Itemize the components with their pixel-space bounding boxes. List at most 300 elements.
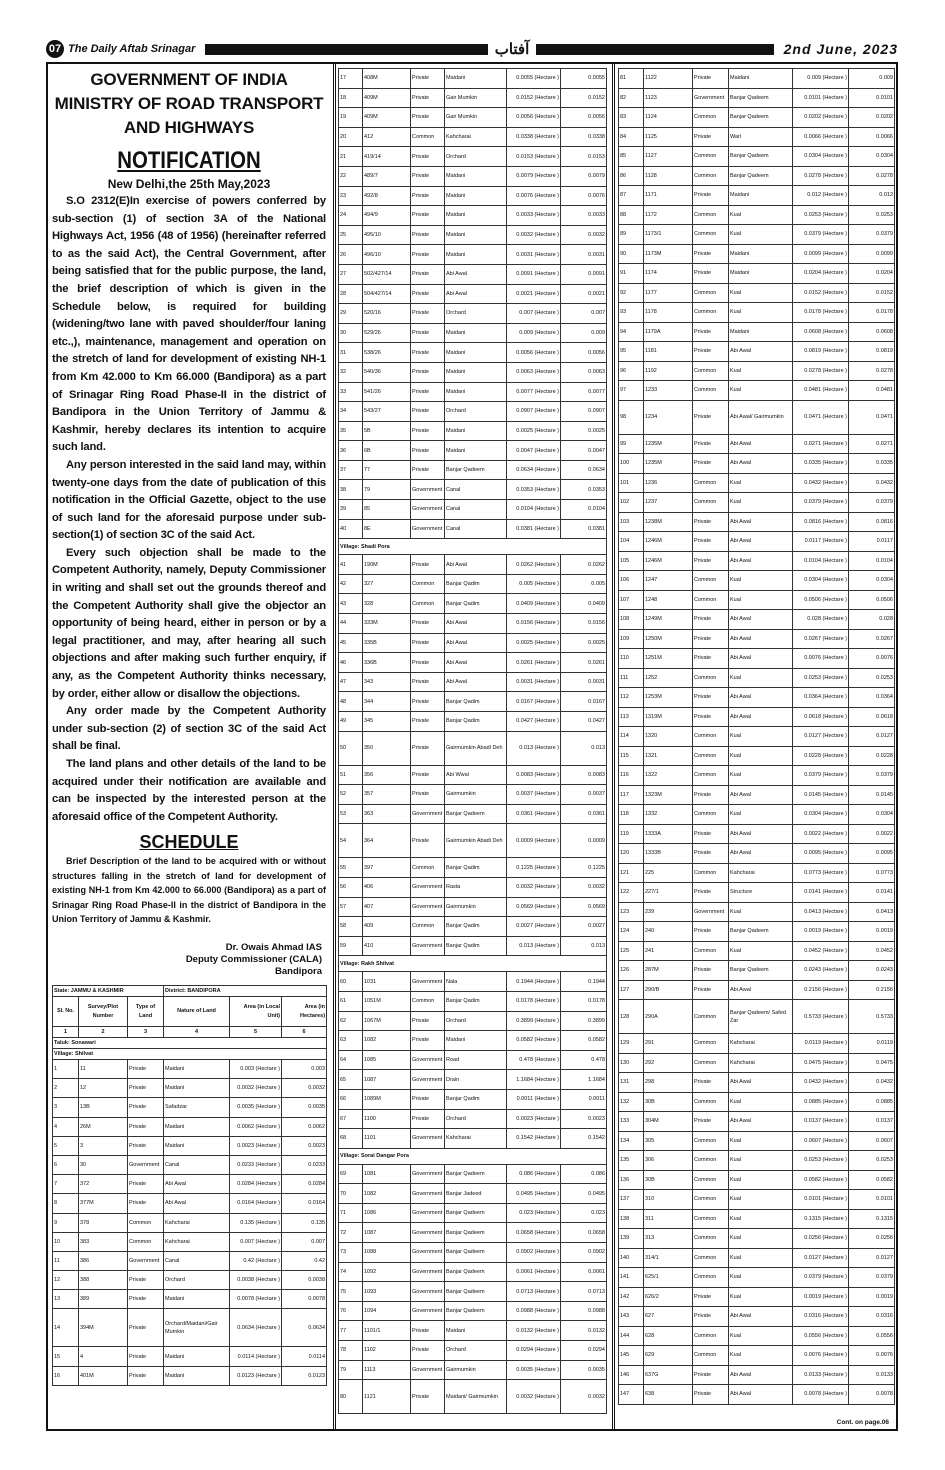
land-type-cell: Private — [128, 1290, 164, 1309]
land-nature-cell: Banjar Qadeem — [445, 460, 507, 480]
land-nature-cell: Maidani — [445, 166, 507, 186]
area-local-cell: 0.0253 (Hectare ) — [793, 205, 849, 225]
column-divider — [612, 62, 615, 1431]
table-row — [339, 653, 607, 673]
table-row — [53, 1251, 327, 1270]
survey-no-cell: 345 — [363, 712, 411, 732]
sl-no-cell: 34 — [339, 402, 363, 422]
survey-no-cell: 520/16 — [363, 304, 411, 324]
land-type-cell: Government — [411, 500, 445, 520]
table-row — [619, 1307, 895, 1327]
area-local-cell: 0.0506 (Hectare ) — [793, 590, 849, 610]
sl-no-cell: 26 — [339, 245, 363, 265]
land-nature-cell: Banjar Qadim — [445, 917, 507, 937]
table-row — [619, 1385, 895, 1405]
table-row — [619, 883, 895, 903]
table-row — [53, 1117, 327, 1136]
land-type-cell: Government — [411, 1243, 445, 1263]
sl-no-cell: 120 — [619, 844, 644, 864]
land-type-cell: Private — [128, 1194, 164, 1213]
table-row — [53, 1060, 327, 1079]
table-row — [339, 1380, 607, 1414]
table-row — [339, 480, 607, 500]
table-row — [53, 1309, 327, 1347]
land-nature-cell: Abi Awal — [729, 649, 793, 669]
sl-no-cell: 142 — [619, 1287, 644, 1307]
survey-no-cell: 389 — [79, 1290, 128, 1309]
land-nature-cell: Maidani — [164, 1060, 230, 1079]
area-hectare-cell: 0.0228 — [849, 746, 895, 766]
sl-no-cell: 29 — [339, 304, 363, 324]
area-hectare-cell: 0.007 — [561, 304, 607, 324]
table-row — [619, 1248, 895, 1268]
area-hectare-cell: 0.0204 — [849, 264, 895, 284]
land-nature-cell: Banjar Qadeem — [445, 1282, 507, 1302]
sl-no-cell: 54 — [339, 824, 363, 858]
table-row — [339, 972, 607, 992]
area-local-cell: 0.086 (Hectare ) — [507, 1164, 561, 1184]
land-type-cell: Private — [411, 166, 445, 186]
survey-no-cell: 1174 — [644, 264, 693, 284]
area-hectare-cell: 0.0031 — [561, 245, 607, 265]
signatory-designation: Deputy Commissioner (CALA) — [185, 954, 322, 965]
survey-no-cell: 401M — [79, 1366, 128, 1385]
land-nature-cell: Abi Awal — [729, 707, 793, 727]
survey-no-cell: 1128 — [644, 166, 693, 186]
col-number: 3 — [128, 1027, 164, 1038]
table-row — [619, 225, 895, 245]
area-hectare-cell: 0.0167 — [561, 692, 607, 712]
survey-no-cell: 344 — [363, 692, 411, 712]
area-local-cell: 0.0114 (Hectare ) — [230, 1347, 282, 1366]
area-hectare-cell: 0.012 — [849, 186, 895, 206]
col-header-area-local: Area (in Local Unit) — [230, 997, 282, 1027]
survey-no-cell: 239 — [644, 902, 693, 922]
land-type-cell: Private — [411, 1341, 445, 1361]
land-nature-cell: Kual — [729, 571, 793, 591]
area-local-cell: 0.013 (Hectare ) — [507, 936, 561, 956]
land-nature-cell: Banjar Qadeem — [445, 1262, 507, 1282]
land-nature-cell: Orchard — [445, 304, 507, 324]
sl-no-cell: 68 — [339, 1129, 363, 1149]
area-local-cell: 0.013 (Hectare ) — [507, 731, 561, 765]
land-nature-cell: Abi Awal/ Gairmumkin — [729, 400, 793, 434]
table-row — [339, 166, 607, 186]
area-hectare-cell: 0.0819 — [849, 342, 895, 362]
area-local-cell: 0.0031 (Hectare ) — [507, 672, 561, 692]
area-hectare-cell: 0.0077 — [561, 382, 607, 402]
table-row — [339, 284, 607, 304]
village-row — [339, 956, 607, 972]
area-hectare-cell: 0.0156 — [561, 614, 607, 634]
area-hectare-cell: 0.028 — [849, 610, 895, 630]
survey-no-cell: 1100 — [363, 1109, 411, 1129]
land-type-cell: Government — [411, 804, 445, 824]
area-hectare-cell: 0.0256 — [849, 1229, 895, 1249]
area-hectare-cell: 0.0381 — [561, 519, 607, 539]
survey-no-cell: 1178 — [644, 303, 693, 323]
area-local-cell: 0.0031 (Hectare ) — [507, 245, 561, 265]
area-local-cell: 0.0095 (Hectare ) — [793, 844, 849, 864]
area-hectare-cell: 0.0233 — [282, 1155, 327, 1174]
area-local-cell: 0.0608 (Hectare ) — [793, 322, 849, 342]
area-local-cell: 0.0066 (Hectare ) — [793, 127, 849, 147]
table-row — [619, 1287, 895, 1307]
land-type-cell: Private — [128, 1347, 164, 1366]
land-type-cell: Private — [411, 1089, 445, 1109]
area-local-cell: 0.0119 (Hectare ) — [793, 1034, 849, 1054]
land-type-cell: Private — [693, 1307, 729, 1327]
land-nature-cell: Banjar Qadeem — [445, 1203, 507, 1223]
table-row — [53, 1232, 327, 1251]
survey-no-cell: 378 — [79, 1213, 128, 1232]
survey-no-cell: 1113 — [363, 1360, 411, 1380]
area-hectare-cell: 0.0364 — [849, 688, 895, 708]
land-type-cell: Private — [693, 785, 729, 805]
land-type-cell: Private — [411, 765, 445, 785]
sl-no-cell: 80 — [339, 1380, 363, 1414]
survey-no-cell: 1089M — [363, 1089, 411, 1109]
sl-no-cell: 97 — [619, 381, 644, 401]
area-local-cell: 0.0055 (Hectare ) — [507, 69, 561, 89]
land-type-cell: Private — [128, 1309, 164, 1347]
land-nature-cell: Banjar Qadim — [445, 712, 507, 732]
land-nature-cell: Nala — [445, 972, 507, 992]
area-hectare-cell: 0.0127 — [849, 727, 895, 747]
village-row — [339, 539, 607, 555]
sl-no-cell: 32 — [339, 362, 363, 382]
land-nature-cell: Abi Awal — [729, 1112, 793, 1132]
area-local-cell: 0.0023 (Hectare ) — [230, 1136, 282, 1155]
land-nature-cell: Kual — [729, 1346, 793, 1366]
area-local-cell: 0.0271 (Hectare ) — [793, 434, 849, 454]
survey-no-cell: 495/10 — [363, 225, 411, 245]
sl-no-cell: 90 — [619, 244, 644, 264]
land-type-cell: Private — [693, 532, 729, 552]
area-local-cell: 0.0076 (Hectare ) — [793, 1346, 849, 1366]
land-type-cell: Common — [128, 1232, 164, 1251]
sl-no-cell: 136 — [619, 1170, 644, 1190]
land-nature-cell: Kual — [729, 473, 793, 493]
survey-no-cell: 30B — [644, 1092, 693, 1112]
survey-no-cell: 1102 — [363, 1341, 411, 1361]
area-local-cell: 0.0091 (Hectare ) — [507, 264, 561, 284]
area-local-cell: 0.028 (Hectare ) — [793, 610, 849, 630]
area-local-cell: 0.0361 (Hectare ) — [507, 804, 561, 824]
area-local-cell: 0.0379 (Hectare ) — [793, 766, 849, 786]
land-nature-cell: Maidani — [445, 225, 507, 245]
survey-no-cell: 1332 — [644, 805, 693, 825]
area-hectare-cell: 0.0021 — [561, 284, 607, 304]
table-row — [619, 1073, 895, 1093]
area-hectare-cell: 0.0267 — [849, 629, 895, 649]
area-hectare-cell: 0.0164 — [282, 1194, 327, 1213]
table-row — [339, 304, 607, 324]
survey-no-cell: 1093 — [363, 1282, 411, 1302]
area-hectare-cell: 0.0137 — [849, 1112, 895, 1132]
table-row — [339, 1184, 607, 1204]
survey-no-cell: 1322 — [644, 766, 693, 786]
area-local-cell: 0.0099 (Hectare ) — [793, 244, 849, 264]
table-row — [339, 264, 607, 284]
schedule-title: SCHEDULE — [139, 832, 239, 853]
area-hectare-cell: 0.0634 — [282, 1309, 327, 1347]
area-local-cell: 0.0907 (Hectare ) — [507, 402, 561, 422]
area-hectare-cell: 0.0076 — [561, 186, 607, 206]
land-nature-cell: Abi Awal — [729, 1365, 793, 1385]
area-hectare-cell: 0.0114 — [282, 1347, 327, 1366]
area-hectare-cell: 0.0658 — [561, 1223, 607, 1243]
sl-no-cell: 103 — [619, 512, 644, 532]
table-row — [619, 1190, 895, 1210]
survey-no-cell: 489/7 — [363, 166, 411, 186]
table-row — [339, 441, 607, 461]
sl-no-cell: 91 — [619, 264, 644, 284]
ministry-heading-line1: GOVERNMENT OF INDIA — [90, 70, 288, 89]
sl-no-cell: 83 — [619, 108, 644, 128]
land-nature-cell: Orchard — [445, 1011, 507, 1031]
area-hectare-cell: 0.0047 — [561, 441, 607, 461]
land-type-cell: Private — [411, 245, 445, 265]
newspaper-logo: آفتاب — [488, 40, 536, 58]
survey-no-cell: 1101/1 — [363, 1321, 411, 1341]
table-row — [619, 1268, 895, 1288]
land-nature-cell: Kahcharai — [729, 1053, 793, 1073]
area-hectare-cell: 0.0055 — [561, 69, 607, 89]
taluk-row — [53, 1038, 327, 1049]
land-type-cell: Government — [411, 1050, 445, 1070]
table-row — [619, 1326, 895, 1346]
area-hectare-cell: 0.0119 — [849, 1034, 895, 1054]
land-type-cell: Government — [411, 1262, 445, 1282]
survey-no-cell: 628 — [644, 1326, 693, 1346]
table-row — [339, 225, 607, 245]
sl-no-cell: 89 — [619, 225, 644, 245]
area-hectare-cell: 0.0432 — [849, 473, 895, 493]
land-type-cell: Private — [693, 961, 729, 981]
survey-no-cell: 1333B — [644, 844, 693, 864]
table-row — [619, 532, 895, 552]
survey-no-cell: 5B — [363, 421, 411, 441]
land-type-cell: Private — [693, 127, 729, 147]
land-nature-cell: Warl — [729, 127, 793, 147]
sl-no-cell: 37 — [339, 460, 363, 480]
table-row — [619, 668, 895, 688]
table-row — [339, 1203, 607, 1223]
survey-no-cell: 363 — [363, 804, 411, 824]
land-type-cell: Government — [411, 1184, 445, 1204]
survey-no-cell: 1172 — [644, 205, 693, 225]
land-nature-cell: Kual — [729, 590, 793, 610]
area-hectare-cell: 0.0271 — [849, 434, 895, 454]
sl-no-cell: 75 — [339, 1282, 363, 1302]
survey-no-cell: 1181 — [644, 342, 693, 362]
sl-no-cell: 100 — [619, 454, 644, 474]
sl-no-cell: 43 — [339, 594, 363, 614]
area-hectare-cell: 0.5733 — [849, 1000, 895, 1034]
table-row — [619, 88, 895, 108]
survey-no-cell: 327 — [363, 574, 411, 594]
area-local-cell: 0.0101 (Hectare ) — [793, 88, 849, 108]
survey-no-cell: 1235M — [644, 434, 693, 454]
table-row — [339, 731, 607, 765]
land-type-cell: Common — [693, 473, 729, 493]
area-hectare-cell: 0.0063 — [561, 362, 607, 382]
table-row — [619, 902, 895, 922]
area-local-cell: 0.0294 (Hectare ) — [507, 1341, 561, 1361]
col-header-sl: Sl. No. — [53, 997, 79, 1027]
table-row — [339, 1129, 607, 1149]
sl-no-cell: 44 — [339, 614, 363, 634]
land-type-cell: Common — [693, 571, 729, 591]
area-local-cell: 0.0062 (Hectare ) — [230, 1117, 282, 1136]
land-type-cell: Private — [128, 1098, 164, 1117]
survey-no-cell: 79 — [363, 480, 411, 500]
sl-no-cell: 6 — [53, 1155, 79, 1174]
survey-no-cell: 291 — [644, 1034, 693, 1054]
sl-no-cell: 114 — [619, 727, 644, 747]
table-row — [339, 858, 607, 878]
area-hectare-cell: 0.0141 — [849, 883, 895, 903]
survey-no-cell: 1101 — [363, 1129, 411, 1149]
land-nature-cell: Abi Awal — [729, 434, 793, 454]
survey-no-cell: 240 — [644, 922, 693, 942]
land-type-cell: Private — [693, 434, 729, 454]
area-hectare-cell: 0.0481 — [849, 381, 895, 401]
land-nature-cell: Maidani — [445, 69, 507, 89]
land-nature-cell: Banjar Qadim — [445, 574, 507, 594]
area-local-cell: 0.009 (Hectare ) — [793, 69, 849, 89]
area-local-cell: 0.0117 (Hectare ) — [793, 532, 849, 552]
table-row — [619, 244, 895, 264]
table-row — [619, 186, 895, 206]
sl-no-cell: 115 — [619, 746, 644, 766]
survey-no-cell: 377M — [79, 1194, 128, 1213]
land-type-cell: Private — [693, 707, 729, 727]
land-nature-cell: Gairmumkin — [445, 1360, 507, 1380]
sl-no-cell: 84 — [619, 127, 644, 147]
table-row — [53, 1347, 327, 1366]
area-local-cell: 0.0023 (Hectare ) — [507, 1109, 561, 1129]
land-type-cell: Private — [411, 402, 445, 422]
land-type-cell: Government — [411, 972, 445, 992]
area-local-cell: 0.0178 (Hectare ) — [793, 303, 849, 323]
survey-no-cell: 409 — [363, 917, 411, 937]
survey-no-cell: 1051M — [363, 991, 411, 1011]
land-nature-cell: Banjar Qadeem — [729, 166, 793, 186]
area-local-cell: 0.0104 (Hectare ) — [507, 500, 561, 520]
area-local-cell: 0.3899 (Hectare ) — [507, 1011, 561, 1031]
land-nature-cell: Canal — [445, 500, 507, 520]
survey-no-cell: 386 — [79, 1251, 128, 1270]
survey-no-cell: 1234 — [644, 400, 693, 434]
sl-no-cell: 123 — [619, 902, 644, 922]
sl-no-cell: 9 — [53, 1213, 79, 1232]
land-nature-cell: Abi Awal — [729, 980, 793, 1000]
land-nature-cell: Kahcharai — [164, 1232, 230, 1251]
table-row — [619, 824, 895, 844]
sl-no-cell: 2 — [53, 1079, 79, 1098]
area-hectare-cell: 0.0582 — [849, 1170, 895, 1190]
sl-no-cell: 72 — [339, 1223, 363, 1243]
land-type-cell: Common — [693, 1248, 729, 1268]
land-type-cell: Private — [693, 69, 729, 89]
table-row — [619, 264, 895, 284]
land-type-cell: Private — [693, 244, 729, 264]
area-hectare-cell: 0.0023 — [561, 1109, 607, 1129]
land-nature-cell: Abi Awal — [445, 672, 507, 692]
area-hectare-cell: 0.0556 — [849, 1326, 895, 1346]
sl-no-cell: 18 — [339, 88, 363, 108]
area-local-cell: 0.0304 (Hectare ) — [793, 805, 849, 825]
land-nature-cell: Banjar Qadeem — [445, 1301, 507, 1321]
masthead-strip — [46, 40, 898, 58]
area-hectare-cell: 0.0253 — [849, 205, 895, 225]
area-hectare-cell: 0.0902 — [561, 1243, 607, 1263]
land-type-cell: Common — [693, 1170, 729, 1190]
sl-no-cell: 19 — [339, 108, 363, 128]
land-nature-cell: Orchard/Maidani/Gair Mumkin — [164, 1309, 230, 1347]
area-local-cell: 0.0056 (Hectare ) — [507, 108, 561, 128]
survey-no-cell: 496/10 — [363, 245, 411, 265]
area-local-cell: 0.0141 (Hectare ) — [793, 883, 849, 903]
village-label: Village: Shadi Pora — [339, 539, 607, 555]
land-nature-cell: Kual — [729, 1326, 793, 1346]
land-nature-cell: Banjar Qadim — [445, 692, 507, 712]
survey-no-cell: 1086 — [363, 1203, 411, 1223]
area-hectare-cell: 0.0019 — [849, 1287, 895, 1307]
table-row — [619, 283, 895, 303]
col-number: 5 — [230, 1027, 282, 1038]
sl-no-cell: 24 — [339, 206, 363, 226]
area-local-cell: 0.0253 (Hectare ) — [793, 668, 849, 688]
state-district-row — [53, 986, 327, 997]
area-local-cell: 0.0304 (Hectare ) — [793, 147, 849, 167]
land-type-cell: Private — [411, 69, 445, 89]
sl-no-cell: 82 — [619, 88, 644, 108]
land-nature-cell: Kual — [729, 361, 793, 381]
sl-no-cell: 101 — [619, 473, 644, 493]
area-local-cell: 0.0481 (Hectare ) — [793, 381, 849, 401]
sl-no-cell: 39 — [339, 500, 363, 520]
land-nature-cell: Maidani — [445, 1321, 507, 1341]
table-row — [339, 672, 607, 692]
land-type-cell: Private — [693, 688, 729, 708]
land-nature-cell: Kual — [729, 766, 793, 786]
area-local-cell: 0.0101 (Hectare ) — [793, 1190, 849, 1210]
area-local-cell: 0.0019 (Hectare ) — [793, 922, 849, 942]
survey-no-cell: 406 — [363, 877, 411, 897]
area-hectare-cell: 0.0409 — [561, 594, 607, 614]
land-type-cell: Common — [693, 1092, 729, 1112]
area-hectare-cell: 0.0035 — [282, 1098, 327, 1117]
table-row — [619, 1092, 895, 1112]
land-nature-cell: Banjar Qadeem — [445, 1223, 507, 1243]
area-local-cell: 0.2156 (Hectare ) — [793, 980, 849, 1000]
area-local-cell: 0.0033 (Hectare ) — [507, 206, 561, 226]
area-hectare-cell: 0.0152 — [849, 283, 895, 303]
survey-no-cell: 290/B — [644, 980, 693, 1000]
survey-no-cell: 492/8 — [363, 186, 411, 206]
land-nature-cell: Banjar Qadeem — [729, 88, 793, 108]
table-row — [619, 1112, 895, 1132]
table-row — [339, 500, 607, 520]
table-row — [619, 1034, 895, 1054]
survey-no-cell: 383 — [79, 1232, 128, 1251]
notification-paragraph: Any order made by the Competent Authority under sub-section (2) of section 3C of the said Act shall be final. — [52, 705, 326, 753]
area-local-cell: 0.0123 (Hectare ) — [230, 1366, 282, 1385]
area-local-cell: 0.0278 (Hectare ) — [793, 361, 849, 381]
